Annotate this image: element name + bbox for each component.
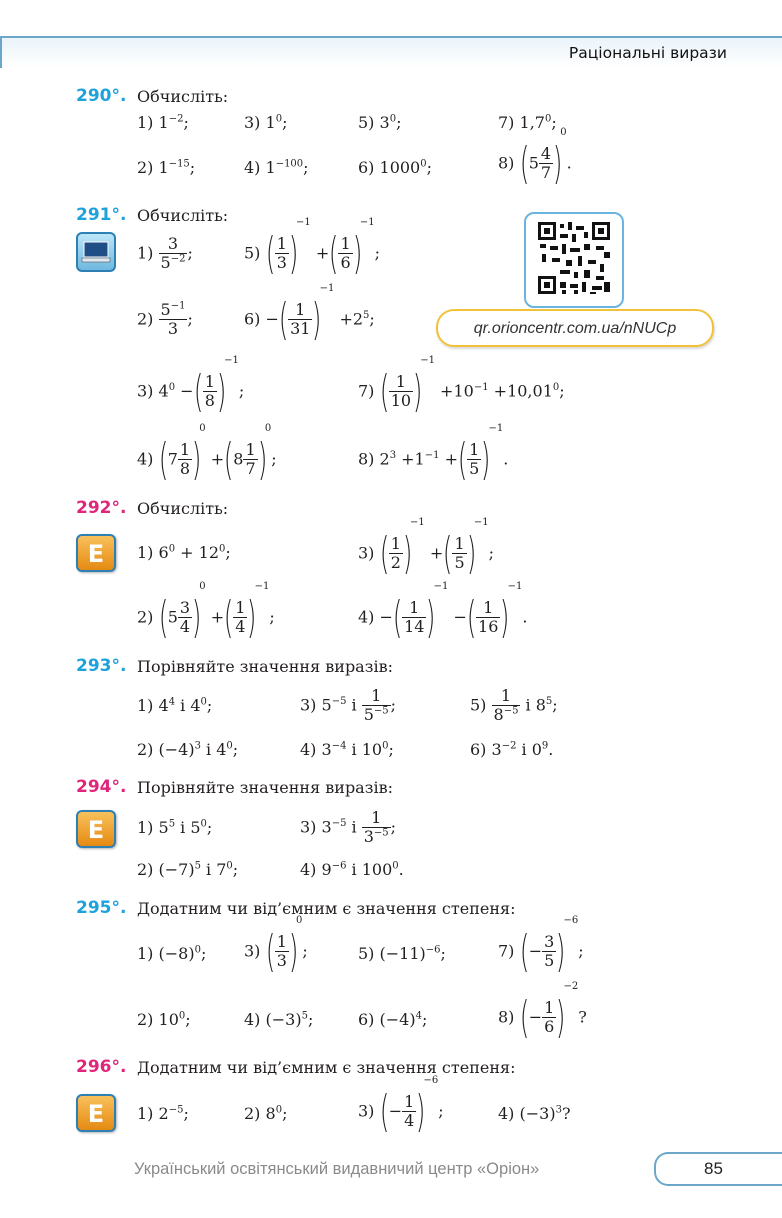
problem-prompt-290: Обчисліть: bbox=[137, 87, 229, 106]
expr-290-5: 5) $3^0$; bbox=[358, 113, 402, 132]
expr-291-2: 2) $\frac{5^{-1}}{3}$ ; bbox=[137, 300, 193, 338]
expr-293-6: 6) $3^{-2}$ і $0^9$. bbox=[470, 740, 554, 759]
expr-295-6: 6) $(-4)^4$; bbox=[358, 1010, 428, 1029]
expr-294-2: 2) $(-7)^5$ і $7^0$; bbox=[137, 860, 239, 879]
page-header-title: Раціональні вирази bbox=[568, 44, 727, 62]
expr-290-6: 6) 1000$^0$; bbox=[358, 158, 432, 177]
expr-295-4: 4) $(-3)^5$; bbox=[244, 1010, 314, 1029]
problem-prompt-291: Обчисліть: bbox=[137, 206, 229, 225]
problem-number-294: 294°. bbox=[76, 777, 127, 797]
problem-number-292: 292°. bbox=[76, 498, 127, 518]
expr-293-5: 5) $\frac{1}{8^{-5}}$ і $8^5$; bbox=[470, 686, 558, 724]
expr-292-4: 4) −( $\frac{1}{14}$ )−1 −( $\frac{1}{16}$ )−1. bbox=[358, 581, 528, 643]
expr-295-8: 8) (− $\frac{1}{6}$ )−2? bbox=[498, 981, 587, 1043]
expr-290-2: 2) $1^{-15}$; bbox=[137, 158, 196, 177]
expr-292-3: 3) ( $\frac{1}{2}$ )−1 +( $\frac{1}{5}$ )−1; bbox=[358, 517, 494, 579]
expr-290-8: 8) (5 $\frac{4}{7}$ )0. bbox=[498, 127, 572, 189]
expr-292-1: 1) $6^0 + 12^0$; bbox=[137, 543, 231, 562]
expr-292-2: 2) (5 $\frac{3}{4}$ )0 +( $\frac{1}{4}$ )−1; bbox=[137, 581, 275, 643]
expr-291-4: 4) (7 $\frac{1}{8}$ )0 +(8 $\frac{1}{7}$ )0; bbox=[137, 423, 277, 485]
expr-291-1: 1) $\frac{3}{5^{-2}}$ ; bbox=[137, 234, 193, 272]
expr-296-4: 4) $(-3)^3$? bbox=[498, 1104, 571, 1123]
qr-link[interactable] bbox=[436, 309, 714, 347]
expr-296-1: 1) $2^{-5}$; bbox=[137, 1104, 189, 1123]
computer-icon bbox=[76, 232, 116, 272]
qr-code-frame[interactable] bbox=[524, 212, 624, 308]
expr-291-7: 7) ( $\frac{1}{10}$ )$-1 +10^{-1} +10,01^0$; bbox=[358, 355, 565, 417]
problem-number-291: 291°. bbox=[76, 205, 127, 225]
expr-291-8: 8) $2^3 +1^{-1}$ +( $\frac{1}{5}$ )−1. bbox=[358, 423, 509, 485]
expr-294-4: 4) $9^{-6}$ і $100^0$. bbox=[300, 860, 404, 879]
problem-number-296: 296°. bbox=[76, 1057, 127, 1077]
expr-293-4: 4) $3^{-4}$ і $10^0$; bbox=[300, 740, 394, 759]
page-number: 85 bbox=[704, 1159, 723, 1178]
publisher-footer: Український освітянський видавничий центр «Оріон» bbox=[134, 1160, 540, 1178]
problem-number-290: 290°. bbox=[76, 86, 127, 106]
page-number-tab bbox=[654, 1152, 782, 1186]
problem-number-295: 295°. bbox=[76, 898, 127, 918]
problem-prompt-292: Обчисліть: bbox=[137, 499, 229, 518]
expr-294-3: 3) $3^{-5}$ і $\frac{1}{3^{-5}}$ ; bbox=[300, 808, 397, 846]
expr-290-7: 7) $1,7^0$; bbox=[498, 113, 557, 132]
e-level-badge: Е bbox=[76, 1094, 116, 1132]
expr-295-1: 1) $(-8)^0$; bbox=[137, 944, 207, 963]
expr-291-5: 5) ( $\frac{1}{3}$ )−1 +( $\frac{1}{6}$ )−1; bbox=[244, 217, 380, 279]
expr-293-1: 1) $4^4$ і $4^0$; bbox=[137, 696, 213, 715]
problem-prompt-296: Додатним чи від’ємним є значення степеня: bbox=[137, 1058, 516, 1077]
e-level-badge: Е bbox=[76, 810, 116, 848]
problem-number-293: 293°. bbox=[76, 656, 127, 676]
expr-293-2: 2) $(-4)^3$ і $4^0$; bbox=[137, 740, 239, 759]
problem-prompt-294: Порівняйте значення виразів: bbox=[137, 778, 393, 797]
problem-prompt-295: Додатним чи від’ємним є значення степеня: bbox=[137, 899, 516, 918]
expr-290-1: 1) $1^{-2}$; bbox=[137, 113, 189, 132]
expr-295-2: 2) $10^0$; bbox=[137, 1010, 191, 1029]
expr-290-3: 3) $1^0$; bbox=[244, 113, 288, 132]
expr-294-1: 1) $5^5$ і $5^0$; bbox=[137, 818, 213, 837]
expr-290-4: 4) $1^{-100}$; bbox=[244, 158, 309, 177]
expr-293-3: 3) $5^{-5}$ і $\frac{1}{5^{-5}}$ ; bbox=[300, 686, 397, 724]
expr-296-3: 3) (− $\frac{1}{4}$ )−6; bbox=[358, 1075, 444, 1137]
qr-link-text: qr.orioncentr.com.ua/nNUCp bbox=[473, 320, 677, 337]
expr-296-2: 2) $8^0$; bbox=[244, 1104, 288, 1123]
expr-291-6: 6) −( $\frac{1}{31}$ )$-1 +2^5$; bbox=[244, 283, 375, 345]
qr-code-icon bbox=[526, 214, 622, 306]
expr-295-5: 5) $(-11)^{-6}$; bbox=[358, 944, 446, 963]
problem-prompt-293: Порівняйте значення виразів: bbox=[137, 657, 393, 676]
e-level-badge: Е bbox=[76, 534, 116, 572]
expr-291-3: 3) $4^0$ −( $\frac{1}{8}$ )−1; bbox=[137, 355, 245, 417]
expr-295-7: 7) (− $\frac{3}{5}$ )−6; bbox=[498, 915, 584, 977]
expr-295-3: 3) ( $\frac{1}{3}$ )0; bbox=[244, 915, 308, 977]
